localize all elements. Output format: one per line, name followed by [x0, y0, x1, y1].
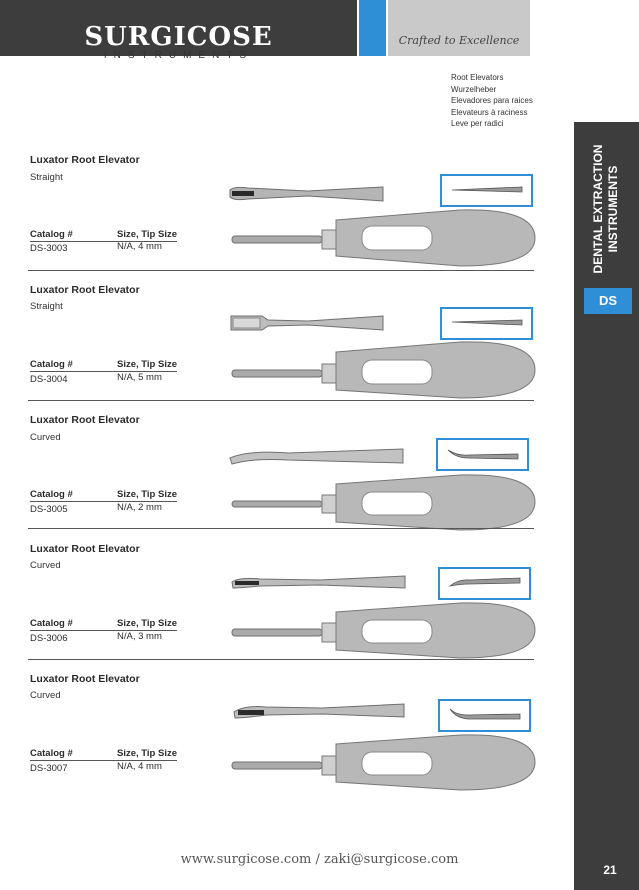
- instrument-tip-image: [228, 182, 388, 206]
- size-header: Size, Tip Size: [117, 359, 178, 370]
- section-divider: [28, 528, 534, 529]
- section-divider: [28, 270, 534, 271]
- product-entry: [0, 540, 574, 662]
- tip-detail-box: [440, 174, 533, 207]
- catalog-number: DS-3005: [30, 504, 68, 515]
- product-entry: [0, 670, 574, 790]
- product-entry: [0, 152, 574, 272]
- product-name: Luxator Root Elevator: [30, 284, 140, 296]
- section-title-line2: INSTRUMENTS: [606, 165, 620, 253]
- product-name: Luxator Root Elevator: [30, 154, 140, 166]
- size-value: N/A, 4 mm: [117, 241, 162, 252]
- size-header: Size, Tip Size: [117, 489, 178, 500]
- product-variant: Curved: [30, 432, 61, 443]
- catalog-header: Catalog #: [30, 748, 73, 759]
- product-variant: Straight: [30, 172, 63, 183]
- translation-fr: Elevateurs à raciness: [451, 107, 528, 117]
- section-divider: [28, 400, 534, 401]
- translation-en: Root Elevators: [451, 73, 504, 82]
- instrument-tip-image: [228, 446, 408, 468]
- brand-logo: SURGICOSE: [84, 22, 273, 52]
- tip-profile-icon: [438, 440, 527, 469]
- section-title: [580, 134, 632, 284]
- catalog-header: Catalog #: [30, 359, 73, 370]
- size-header: Size, Tip Size: [117, 618, 178, 629]
- size-header: Size, Tip Size: [117, 229, 178, 240]
- tip-detail-box: [438, 699, 531, 732]
- product-entry: [0, 282, 574, 402]
- product-variant: Curved: [30, 560, 61, 571]
- instrument-tip-image: [228, 312, 388, 334]
- tip-profile-icon: [442, 309, 531, 338]
- instrument-handle-image: [230, 732, 540, 794]
- catalog-number: DS-3003: [30, 243, 68, 254]
- size-value: N/A, 3 mm: [117, 631, 162, 642]
- section-code-badge: DS: [584, 288, 632, 314]
- tip-profile-icon: [442, 176, 531, 205]
- product-variant: Curved: [30, 690, 61, 701]
- size-header: Size, Tip Size: [117, 748, 178, 759]
- tip-profile-icon: [440, 569, 529, 598]
- section-title-line1: DENTAL EXTRACTION: [591, 144, 605, 274]
- size-value: N/A, 5 mm: [117, 372, 162, 383]
- instrument-tip-image: [232, 700, 407, 722]
- tip-detail-box: [440, 307, 533, 340]
- page-number: 21: [603, 863, 617, 877]
- product-name: Luxator Root Elevator: [30, 543, 140, 555]
- tagline-panel: [388, 0, 530, 56]
- category-translations: [451, 72, 533, 130]
- product-name: Luxator Root Elevator: [30, 414, 140, 426]
- tip-detail-box: [436, 438, 529, 471]
- instrument-handle-image: [230, 338, 540, 402]
- translation-de: Wurzelheber: [451, 84, 497, 94]
- translation-es: Elevadores para raices: [451, 96, 533, 106]
- catalog-number: DS-3006: [30, 633, 68, 644]
- catalog-header: Catalog #: [30, 229, 73, 240]
- catalog-header: Catalog #: [30, 489, 73, 500]
- instrument-handle-image: [230, 600, 540, 662]
- product-name: Luxator Root Elevator: [30, 673, 140, 685]
- instrument-tip-image: [230, 572, 410, 592]
- tagline: Crafted to Excellence: [398, 34, 520, 47]
- section-divider: [28, 659, 534, 660]
- tip-detail-box: [438, 567, 531, 600]
- instrument-handle-image: [230, 206, 540, 270]
- translation-it: Leve per radici: [451, 119, 504, 129]
- product-entry: [0, 412, 574, 532]
- instrument-handle-image: [230, 472, 540, 534]
- catalog-header: Catalog #: [30, 618, 73, 629]
- catalog-number: DS-3007: [30, 763, 68, 774]
- tip-profile-icon: [440, 701, 529, 730]
- footer-contact: www.surgicose.com / zaki@surgicose.com: [180, 852, 459, 867]
- header-accent-stripe: [359, 0, 386, 56]
- size-value: N/A, 4 mm: [117, 761, 162, 772]
- size-value: N/A, 2 mm: [117, 502, 162, 513]
- product-variant: Straight: [30, 301, 63, 312]
- brand-subtitle: INSTRUMENTS: [103, 50, 254, 61]
- catalog-number: DS-3004: [30, 374, 68, 385]
